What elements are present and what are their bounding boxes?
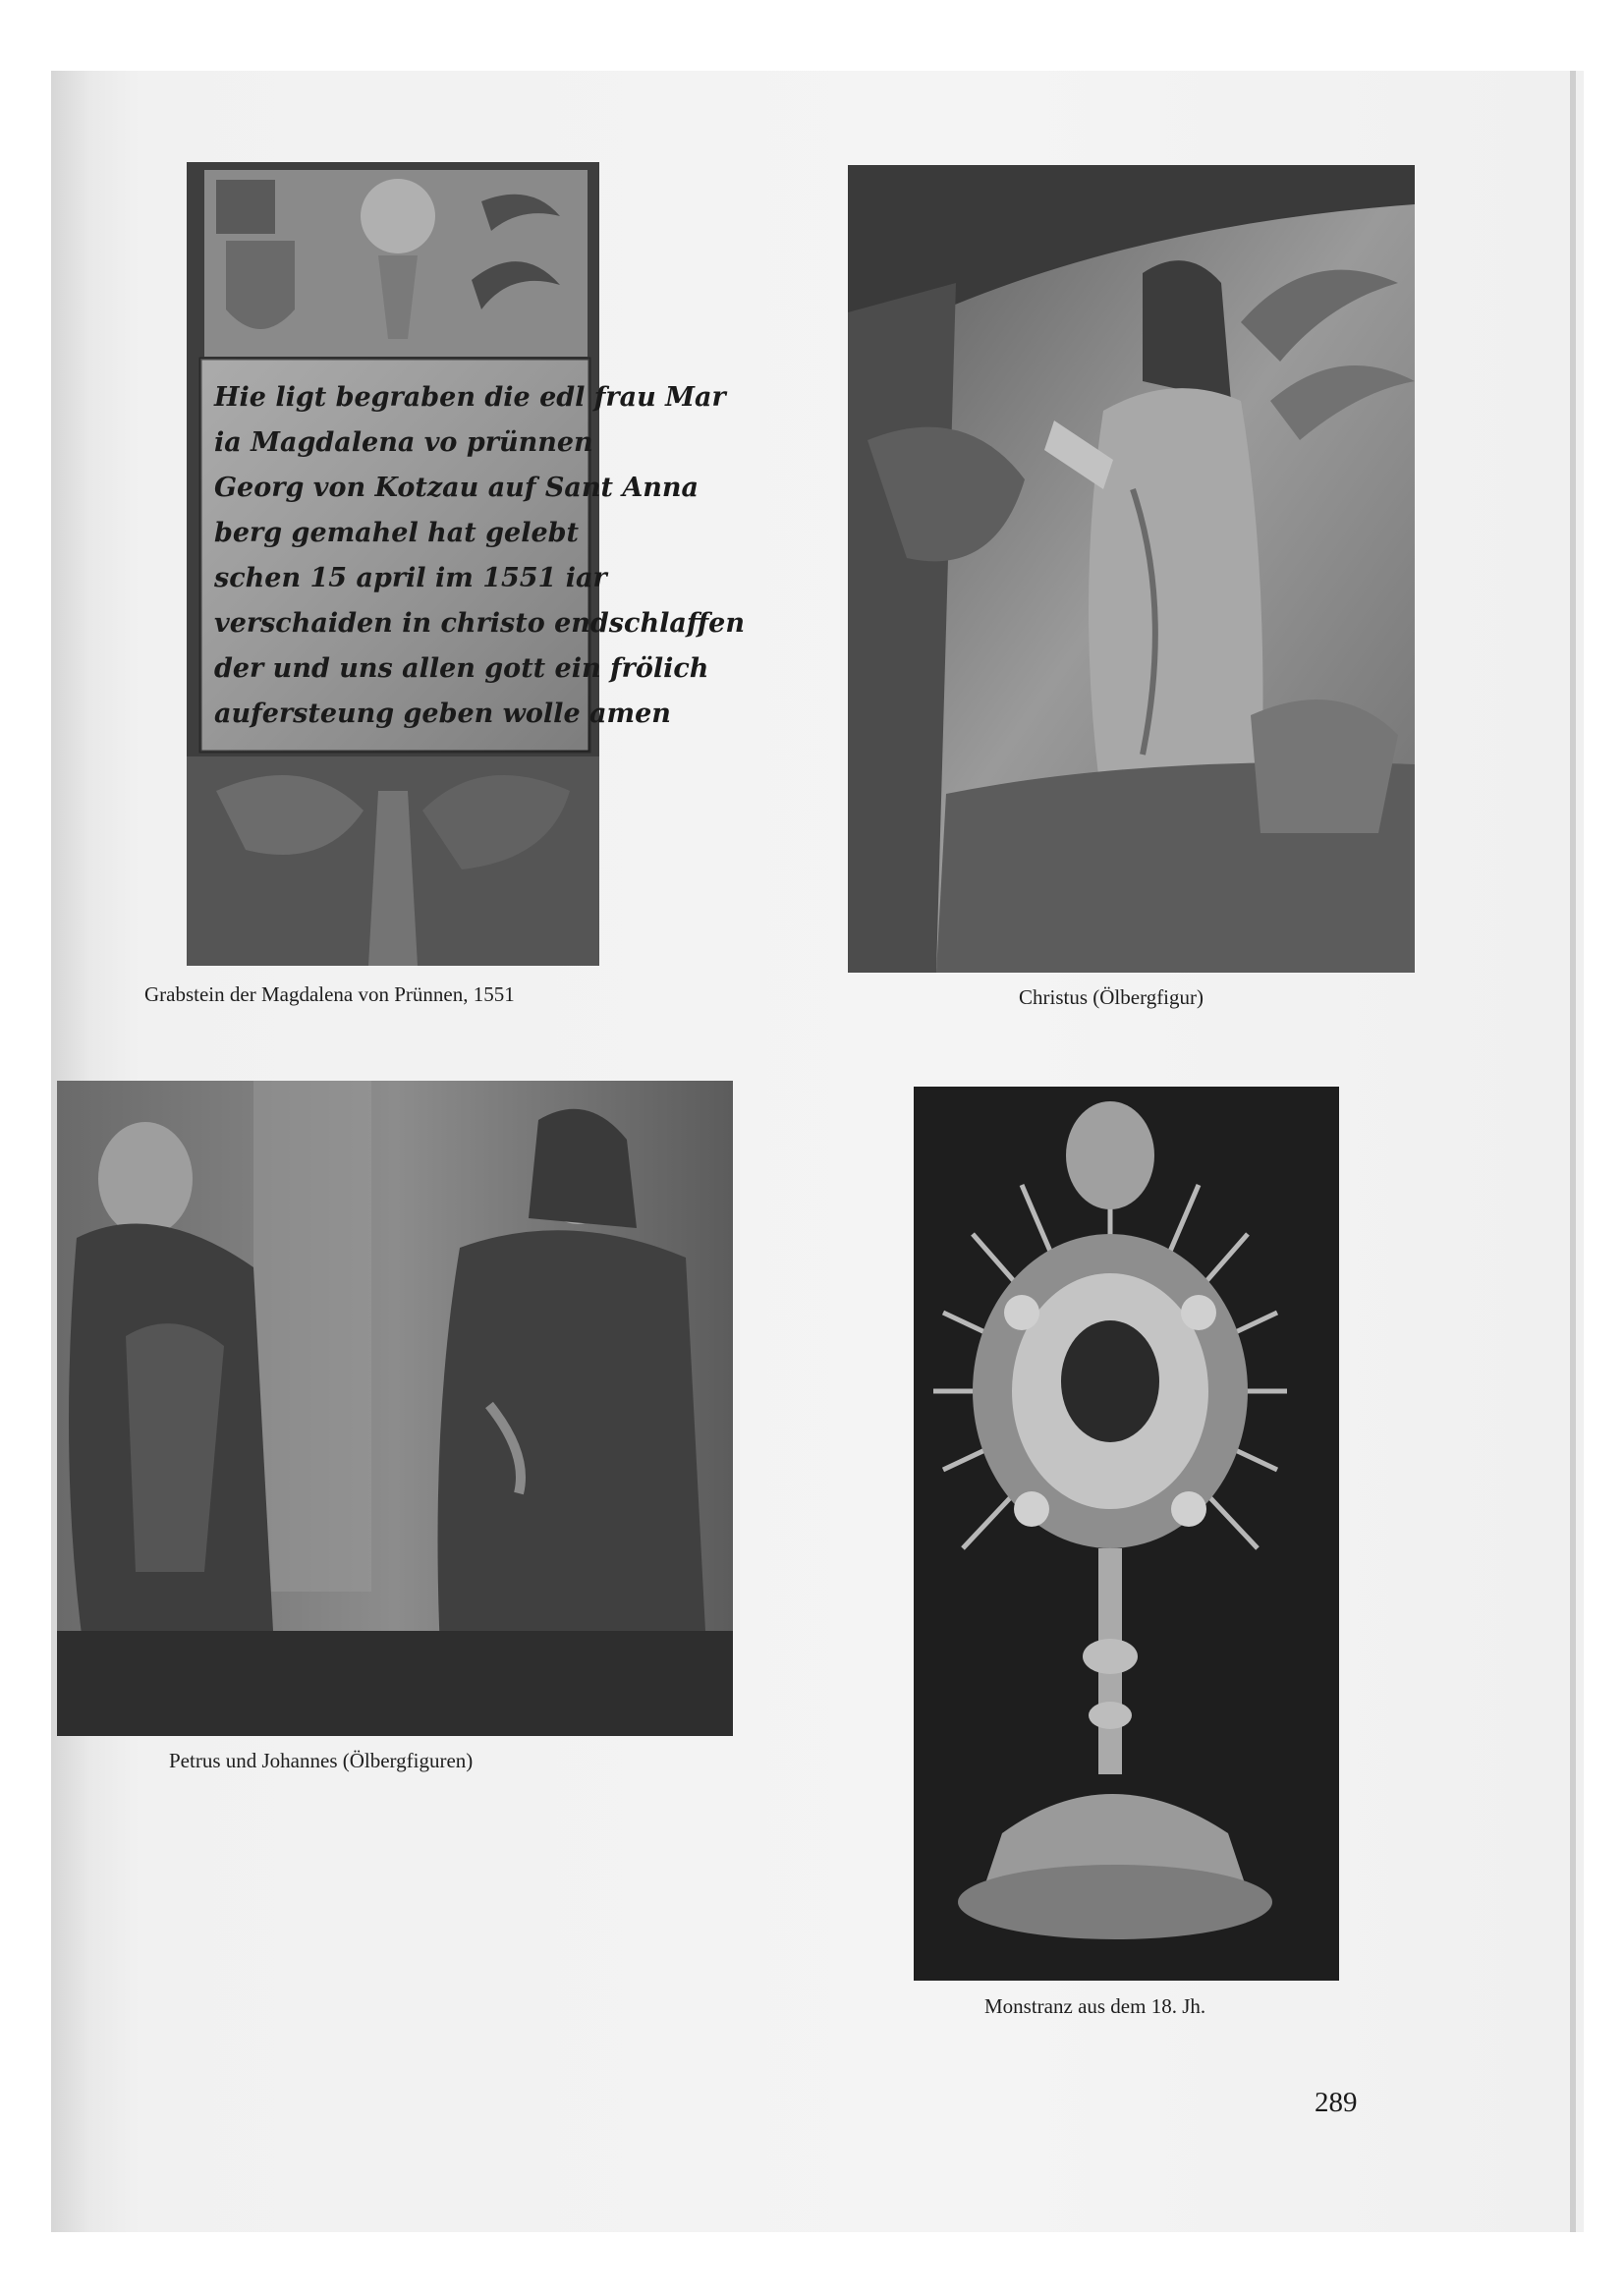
photo-monstranz xyxy=(914,1087,1339,1981)
inscription-line-5: schen 15 april im 1551 iar xyxy=(214,563,607,593)
inscription-line-3: Georg von Kotzau auf Sant Anna xyxy=(214,473,700,503)
caption-christus: Christus (Ölbergfigur) xyxy=(1019,985,1204,1009)
page-number: 289 xyxy=(1315,2087,1358,2118)
inscription-line-2: ia Magdalena vo prünnen xyxy=(214,427,593,458)
inscription-line-7: der und uns allen gott ein frölich xyxy=(214,653,709,684)
photo-petrus-johannes xyxy=(57,1081,733,1736)
caption-petrus-johannes: Petrus und Johannes (Ölbergfiguren) xyxy=(169,1749,474,1772)
inscription-line-1: Hie ligt begraben die edl frau Mar xyxy=(214,382,726,413)
inscription-line-6: verschaiden in christo endschlaffen xyxy=(214,608,745,639)
photo-gravestone xyxy=(187,162,745,966)
photo-christus xyxy=(848,165,1415,973)
inscription-line-8: aufersteung geben wolle amen xyxy=(214,699,671,729)
inscription-line-4: berg gemahel hat gelebt xyxy=(214,518,579,548)
caption-gravestone: Grabstein der Magdalena von Prünnen, 1551 xyxy=(144,982,515,1006)
page-edge xyxy=(1570,71,1576,2232)
caption-monstranz: Monstranz aus dem 18. Jh. xyxy=(984,1994,1206,2018)
